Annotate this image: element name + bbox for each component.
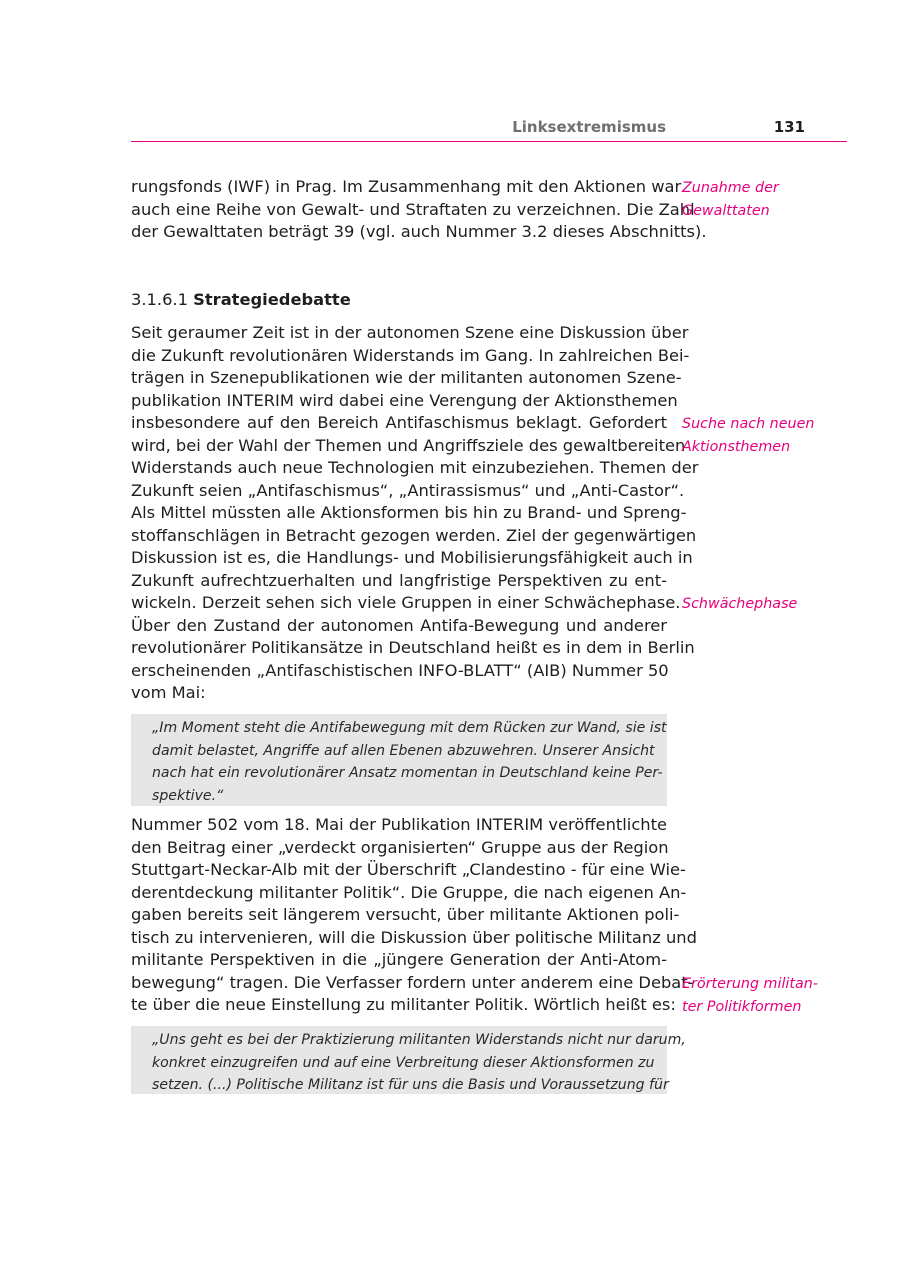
margin-note-line: Zunahme der (682, 180, 779, 196)
text-line: Zukunft aufrechtzuerhalten und langfristige Perspektiven zu ent- (131, 570, 667, 590)
block-quote-2 (131, 1026, 686, 1094)
body-paragraph-2 (131, 814, 697, 1017)
page-header (131, 117, 847, 142)
margin-note-weakness (682, 593, 797, 616)
margin-note-line: Aktionsthemen (682, 438, 791, 455)
quote-line: konkret einzugreifen und auf eine Verbreitung dieser Aktionsformen zu (152, 1054, 655, 1071)
section-title: Strategiedebatte (193, 290, 351, 309)
text-line: Stuttgart-Neckar-Alb mit der Überschrift „Clandestino - für eine Wie- (131, 860, 686, 879)
block-quote-1 (131, 714, 667, 806)
text-line: der Gewalttaten beträgt 39 (vgl. auch Nummer 3.2 dieses Abschnitts). (131, 222, 707, 241)
text-line: auch eine Reihe von Gewalt- und Straftaten zu verzeichnen. Die Zahl (131, 199, 695, 219)
text-line: Über den Zustand der autonomen Antifa-Bewegung und anderer (131, 615, 667, 635)
text-line: publikation INTERIM wird dabei eine Verengung der Aktionsthemen (131, 390, 678, 410)
text-line: Nummer 502 vom 18. Mai der Publikation INTERIM veröffentlichte (131, 815, 667, 834)
quote-line: „Uns geht es bei der Praktizierung militanten Widerstands nicht nur darum, (152, 1032, 686, 1048)
text-line: Widerstands auch neue Technologien mit einzubeziehen. Themen der (131, 458, 699, 477)
text-line: wickeln. Derzeit sehen sich viele Gruppen in einer Schwächephase. (131, 593, 681, 612)
text-line: militante Perspektiven in die „jüngere Generation der Anti-Atom- (131, 950, 667, 969)
text-line: stoffanschlägen in Betracht gezogen werden. Ziel der gegenwärtigen (131, 525, 697, 545)
text-line: wird, bei der Wahl der Themen und Angriffsziele des gewaltbereiten (131, 435, 686, 455)
text-line: Diskussion ist es, die Handlungs- und Mobilisierungsfähigkeit auch in (131, 548, 693, 567)
text-line: revolutionärer Politikansätze in Deutschland heißt es in dem in Berlin (131, 638, 695, 657)
margin-note-line: Gewalttaten (682, 202, 770, 219)
text-line: bewegung“ tragen. Die Verfasser fordern unter anderem eine Debat- (131, 972, 694, 992)
text-line: gaben bereits seit längerem versucht, über militante Aktionen poli- (131, 905, 680, 924)
quote-line: damit belastet, Angriffe auf allen Ebenen abzuwehren. Unserer Ansicht (152, 742, 655, 759)
text-line: derentdeckung militanter Politik“. Die Gruppe, die nach eigenen An- (131, 882, 687, 902)
text-line: den Beitrag einer „verdeckt organisierten“ Gruppe aus der Region (131, 837, 669, 857)
section-number: 3.1.6.1 (131, 290, 188, 309)
text-line: insbesondere auf den Bereich Antifaschismus beklagt. Gefordert (131, 413, 667, 432)
page-number: 131 (773, 118, 805, 136)
text-line: Seit geraumer Zeit ist in der autonomen Szene eine Diskussion über (131, 323, 689, 342)
text-line: te über die neue Einstellung zu militanter Politik. Wörtlich heißt es: (131, 995, 676, 1014)
text-line: erscheinenden „Antifaschistischen INFO-BLATT“ (AIB) Nummer 50 (131, 660, 669, 680)
text-line: tisch zu intervenieren, will die Diskussion über politische Militanz und (131, 927, 697, 947)
margin-note-line: Schwächephase (682, 596, 798, 612)
quote-line: „Im Moment steht die Antifabewegung mit dem Rücken zur Wand, sie ist (152, 720, 667, 736)
text-line: vom Mai: (131, 683, 206, 702)
text-line: Zukunft seien „Antifaschismus“, „Antirassismus“ und „Anti-Castor“. (131, 480, 685, 500)
text-line: trägen in Szenepublikationen wie der militanten autonomen Szene- (131, 368, 682, 387)
text-line: die Zukunft revolutionären Widerstands im Gang. In zahlreichen Bei- (131, 345, 690, 365)
margin-note-militant-politics (682, 973, 818, 1018)
quote-line: spektive.“ (152, 788, 224, 805)
margin-note-new-topics (682, 413, 814, 458)
quote-line: setzen. (...) Politische Militanz ist für uns die Basis und Voraussetzung für (152, 1077, 669, 1094)
intro-paragraph (131, 176, 707, 244)
section-heading (131, 290, 351, 310)
margin-note-line: Erörterung militan- (682, 976, 818, 992)
text-line: rungsfonds (IWF) in Prag. Im Zusammenhang mit den Aktionen war (131, 177, 682, 196)
body-paragraph-1 (131, 322, 699, 705)
margin-note-violence-increase (682, 177, 779, 222)
margin-note-line: Suche nach neuen (682, 416, 815, 432)
margin-note-line: ter Politikformen (682, 998, 802, 1015)
text-line: Als Mittel müssten alle Aktionsformen bis hin zu Brand- und Spreng- (131, 503, 687, 522)
quote-line: nach hat ein revolutionärer Ansatz momentan in Deutschland keine Per- (152, 765, 663, 782)
running-head: Linksextremismus (512, 118, 666, 136)
